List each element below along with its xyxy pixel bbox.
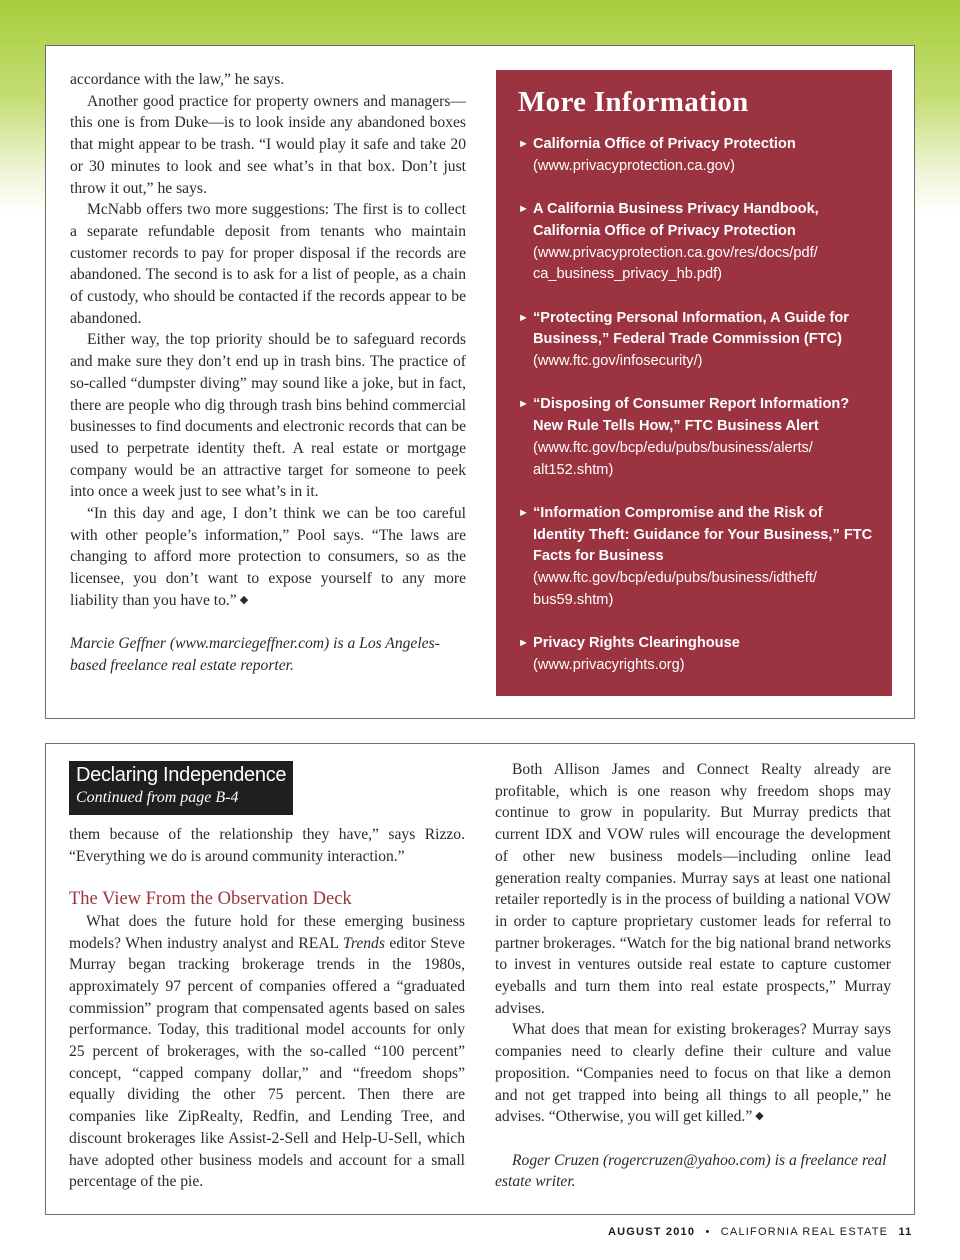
top-article-text [70,69,466,677]
resource-list [518,134,878,698]
page-footer [608,1226,912,1238]
bottom-article-left-column [69,824,465,1193]
page-number: 11 [898,1226,913,1238]
triangle-bullet-icon: ► [518,506,529,519]
resource-title: “Disposing of Consumer Report Information? New Rule Tells How,” FTC Business Alert [533,396,850,435]
article-paragraph: accordance with the law,” he says. [70,71,285,88]
more-information-title: More Information [518,86,749,118]
paragraph-text: editor Steve Murray began tracking brokerage trends in the 1980s, approximately 97 percent of companies offered a “graduated commission” program that compensated agents based on sales performance. Today, this traditional model accounts for only 25 percent of brokerages, with the so-called “100 percent” concept, “capped company dollar,” and “freedom shops” equally dividing the other 75 percent. Then there are companies like ZipRealty, Redfin, and Lending Tree, and discount brokerages like Assist-2-Sell and Help-U-Sell, which have adopted other business models and account for a small percentage of the pie. [69,934,465,1191]
resource-url[interactable]: (www.privacyrights.org) [533,656,685,673]
article-paragraph: Another good practice for property owners and managers—this one is from Duke—is to look inside any abandoned boxes that might appear to be trash. “I would play it safe and take 20 or 30 minutes to look and see what’s in that box. Don’t just throw it out,” he says. [70,92,466,197]
resource-url[interactable]: (www.ftc.gov/bcp/edu/pubs/business/alerts/ alt152.shtm) [533,439,813,478]
resource-title: California Office of Privacy Protection [533,136,796,152]
article-paragraph: McNabb offers two more suggestions: The first is to collect a separate refundable deposit from tenants who maintain customer records to pay for proper disposal if the records are abandoned. The second is to ask for a list of people, as a chain of custody, who should be contacted if the records appear to be abandoned. [70,201,466,327]
end-mark-icon: ◆ [239,593,249,606]
paragraph-text: What does the future hold for these emerging business models? When industry analyst and REAL [69,912,465,952]
top-article-box [45,45,915,719]
triangle-bullet-icon: ► [518,203,529,216]
resource-item[interactable] [518,503,878,612]
continued-from-label: Continued from page B-4 [76,789,239,806]
triangle-bullet-icon: ► [518,311,529,324]
resource-item[interactable] [518,394,878,481]
issue-date: AUGUST 2010 [608,1226,696,1238]
end-mark-icon: ◆ [755,1110,764,1123]
continued-article-tag [69,761,293,815]
resource-url[interactable]: (www.privacyprotection.ca.gov) [533,157,735,174]
continued-article-title: Declaring Independence [76,764,287,786]
article-paragraph [69,911,465,1193]
resource-url[interactable]: (www.privacyprotection.ca.gov/res/docs/pdf/ ca_business_privacy_hb.pdf) [533,244,818,283]
resource-title: A California Business Privacy Handbook, California Office of Privacy Protection [533,201,819,239]
triangle-bullet-icon: ► [518,637,529,650]
resource-url[interactable]: (www.ftc.gov/infosecurity/) [533,353,703,369]
paragraph-text: What does that mean for existing brokerages? Murray says companies need to clearly define their culture and value proposition. “Companies need to focus on that like a demon and not get trapped into being all things to all people,” he advises. “Otherwise, you will get killed.” [495,1021,891,1126]
resource-url[interactable]: (www.ftc.gov/bcp/edu/pubs/business/idtheft/ bus59.shtm) [533,570,817,608]
resource-item[interactable] [518,134,878,177]
resource-item[interactable] [518,308,878,373]
article-paragraph-last [495,1019,891,1128]
italic-publication-name: Trends [343,934,385,952]
resource-item[interactable] [518,633,878,676]
resource-title: “Protecting Personal Information, A Guide for Business,” Federal Trade Commission (FTC) [533,309,849,348]
more-information-panel [496,70,892,696]
article-paragraph: Both Allison James and Connect Realty already are profitable, which is one reason why freedom shops may continue to grow in popularity. But Murray predicts that current IDX and VOW rules will encourage the development of other new business models—including online lead generation realty companies. Murray says at least one national retailer reportedly is in the process of building a national VOW in order to capture proprietary customer leads for referral to partner brokerages. “Watch for the big national brand networks to invest in ventures outside real estate to capture customer eyeballs and turn them into real estate prospects,” Murray advises. [495,761,891,1017]
resource-title: “Information Compromise and the Risk of Identity Theft: Guidance for Your Business,” FTC Facts for Business [533,504,873,565]
author-byline: Roger Cruzen (rogercruzen@yahoo.com) is a freelance real estate writer. [495,1151,887,1191]
article-paragraph: Either way, the top priority should be to safeguard records and make sure they don’t end up in trash bins. The practice of so-called “dumpster diving” may sound like a joke, but in fact, there are people who dig through trash bins behind commercial businesses to find documents and electronic records that can be used to perpetrate identity theft. A real estate or mortgage company would be an attractive target for someone to peek into once a week just to see what’s in it. [70,331,466,501]
resource-title: Privacy Rights Clearinghouse [533,635,740,652]
author-byline: Marcie Geffner (www.marciegeffner.com) is a Los Angeles-based freelance real estate reporter. [70,635,440,674]
footer-separator-icon: • [705,1226,711,1238]
resource-item[interactable] [518,199,878,286]
triangle-bullet-icon: ► [518,398,529,411]
article-paragraph-last [70,503,466,612]
bottom-article-right-column [495,759,891,1193]
article-paragraph: them because of the relationship they have,” says Rizzo. “Everything we do is around community interaction.” [69,826,465,865]
bottom-article-box [45,743,915,1215]
paragraph-text: “In this day and age, I don’t think we can be too careful with other people’s information,” Pool says. “The laws are changing to afford more protection to consumers, so as the licensee, you don’t want to expose yourself to any more liability than you have to.” [70,505,466,609]
publication-name: CALIFORNIA REAL ESTATE [720,1226,889,1238]
triangle-bullet-icon: ► [518,138,529,150]
section-subheading: The View From the Observation Deck [69,889,352,910]
